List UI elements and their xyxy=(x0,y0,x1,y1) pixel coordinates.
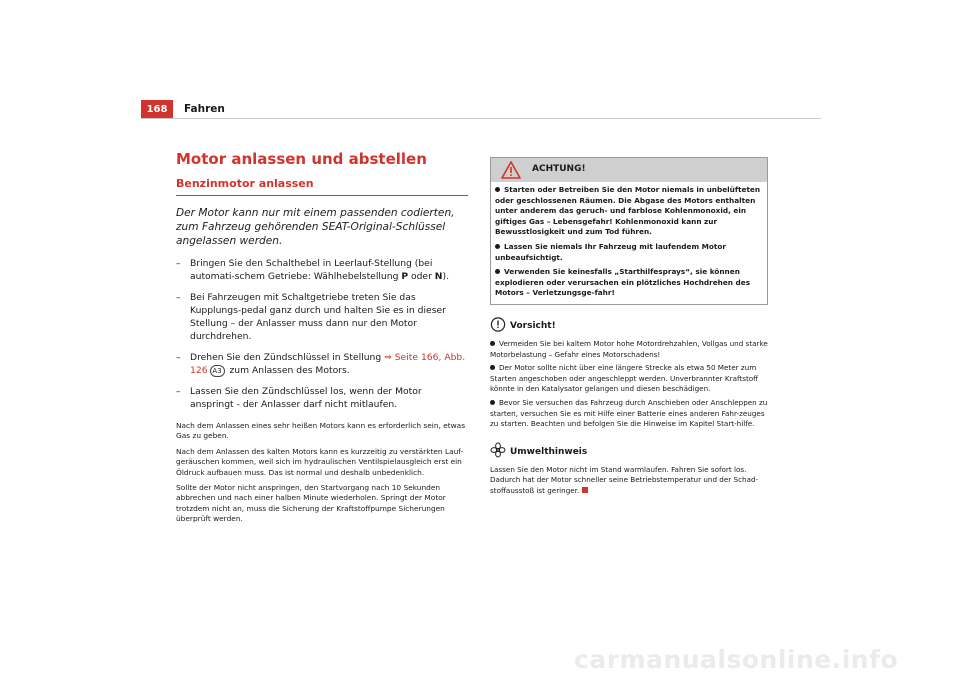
warning-item xyxy=(495,267,763,299)
figure-callout-badge: A3 xyxy=(210,365,225,377)
step-dash: – xyxy=(176,386,181,397)
step-item xyxy=(176,385,468,411)
body-paragraph: Sollte der Motor nicht anspringen, den Startvorgang nach 10 Sekunden abbrechen und nach einer halben Minute wiederholen. Springt der Motor trotzdem nicht an, muss die Sicherung der Kraftstoffpumpe Sicherungen überprüft werden. xyxy=(176,483,446,524)
right-column xyxy=(490,157,768,499)
warning-title: ACHTUNG! xyxy=(532,164,586,174)
bullet xyxy=(490,341,495,346)
warning-item-text: Lassen Sie niemals Ihr Fahrzeug mit laufendem Motor unbeaufsichtigt. xyxy=(495,241,726,262)
bullet xyxy=(490,400,495,405)
step-text: Bei Fahrzeugen mit Schaltgetriebe treten Sie das Kupplungs-pedal ganz durch und halten Sie es in dieser Stellung – der Anlasser muss dann nur den Motor durchdrehen. xyxy=(190,292,446,342)
running-head: Fahren xyxy=(184,103,225,115)
gear-position: P xyxy=(401,271,409,282)
page-header xyxy=(141,100,821,120)
step-text: oder xyxy=(408,271,435,282)
warning-triangle-icon xyxy=(501,161,521,183)
warning-body xyxy=(491,182,767,304)
environment-paragraph: Lassen Sie den Motor nicht im Stand warmlaufen. Fahren Sie sofort los. Dadurch hat der Motor schneller seine Betriebstemperatur und der Schad-stoffausstoß ist geringer. xyxy=(490,464,759,495)
bullet xyxy=(495,187,500,192)
header-rule xyxy=(141,118,821,119)
step-dash: – xyxy=(176,258,181,269)
warning-header xyxy=(491,158,767,182)
step-dash: – xyxy=(176,292,181,303)
gear-position: N xyxy=(434,271,443,282)
bullet xyxy=(495,244,500,249)
page-number: 168 xyxy=(141,100,173,119)
flower-icon xyxy=(490,442,506,462)
step-text: Lassen Sie den Zündschlüssel los, wenn der Motor anspringt - der Anlasser darf nicht mitlaufen. xyxy=(190,386,422,410)
environment-heading xyxy=(490,442,768,462)
exclamation-circle-icon xyxy=(490,317,506,336)
warning-box xyxy=(490,157,768,305)
step-text: ). xyxy=(442,271,450,282)
step-text: Drehen Sie den Zündschlüssel in Stellung xyxy=(190,352,385,363)
caution-item-text: Bevor Sie versuchen das Fahrzeug durch Anschieben oder Anschleppen zu starten, versuchen Sie es mit Hilfe einer Batterie eines anderen Fahr-zeuges zu starten. Beachten und befolgen Sie die Hinweise im Kapitel Start-hilfe. xyxy=(490,397,768,429)
page-reference-link[interactable]: ⇒ Seite 166, Abb. 126 xyxy=(190,352,466,376)
caution-item xyxy=(490,339,768,360)
step-dash: – xyxy=(176,352,181,363)
section-title: Motor anlassen und abstellen xyxy=(176,150,427,168)
step-item xyxy=(176,291,468,343)
step-item xyxy=(176,257,468,283)
caution-item-text: Vermeiden Sie bei kaltem Motor hohe Motordrehzahlen, Vollgas und starke Motorbelastung – Gefahr eines Motorschadens! xyxy=(490,338,768,359)
environment-title: Umwelthinweis xyxy=(510,446,588,457)
body-paragraph: Nach dem Anlassen des kalten Motors kann es kurzzeitig zu verstärkten Lauf-geräuschen kommen, weil sich im hydraulischen Ventilspielausgleich erst ein Öldruck aufbauen muss. Das ist normal und deshalb unbedenklich. xyxy=(176,446,464,477)
watermark: carmanualsonline.info xyxy=(574,645,899,674)
body-paragraph: Nach dem Anlassen eines sehr heißen Motors kann es erforderlich sein, etwas Gas zu geben. xyxy=(176,421,466,441)
step-list xyxy=(176,257,468,411)
caution-item-text: Der Motor sollte nicht über eine längere Strecke als etwa 50 Meter zum Starten angeschoben oder angeschleppt werden. Unverbrannter Kraftstoff könnte in den Katalysator gelangen und diesen beschädigen. xyxy=(490,363,759,394)
environment-text xyxy=(490,465,768,497)
lead-text: Der Motor kann nur mit einem passenden codierten, zum Fahrzeug gehörenden SEAT-Original-Schlüssel angelassen werden. xyxy=(176,207,455,247)
warning-item-text: Verwenden Sie keinesfalls „Starthilfesprays“, sie können explodieren oder verursachen ein plötzliches Hochdrehen des Motors – Verletzungsge-fahr! xyxy=(495,267,751,298)
step-text: Bringen Sie den Schalthebel in Leerlauf-Stellung (bei automati-schem Getriebe: Wählhebelstellung xyxy=(190,258,433,282)
step-text: zum Anlassen des Motors. xyxy=(226,365,350,376)
bullet xyxy=(490,365,495,370)
left-column xyxy=(176,150,468,530)
bullet xyxy=(495,269,500,274)
step-item xyxy=(176,351,468,377)
warning-item xyxy=(495,185,763,238)
warning-item xyxy=(495,242,763,263)
caution-item xyxy=(490,398,768,430)
end-square-icon xyxy=(582,487,588,493)
caution-title: Vorsicht! xyxy=(510,321,556,332)
warning-item-text: Starten oder Betreiben Sie den Motor niemals in unbelüfteten oder geschlossenen Räumen. Die Abgase des Motors enthalten unter anderem das geruch- und farblose Kohlenmonoxid, ein giftiges Gas – Lebensgefahr! Kohlenmonoxid kann zur Bewusstlosigkeit und zum Tod führen. xyxy=(495,185,761,237)
subsection-title: Benzinmotor anlassen xyxy=(176,177,468,196)
caution-heading xyxy=(490,317,768,336)
caution-item xyxy=(490,363,768,395)
